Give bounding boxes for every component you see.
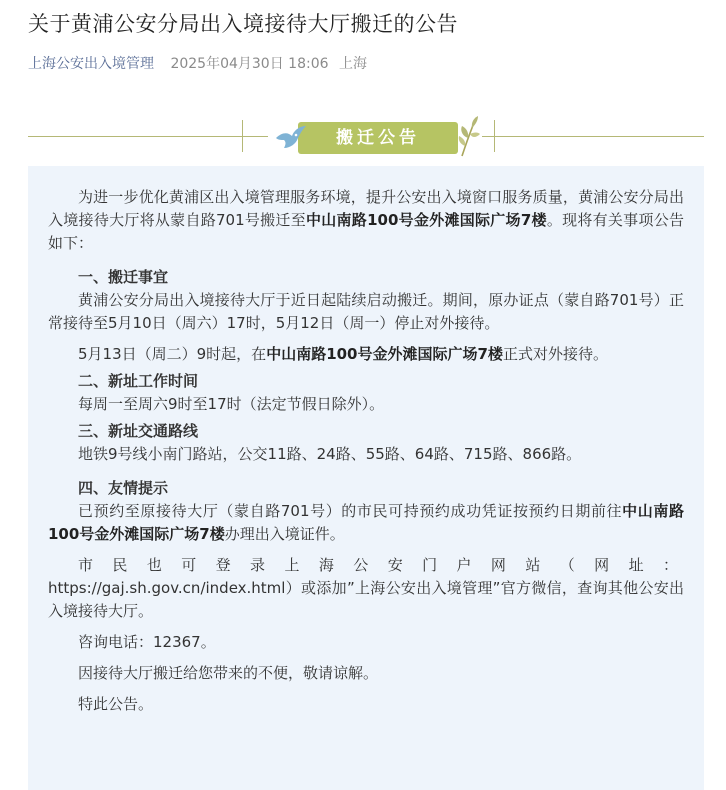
banner-tick-left <box>242 120 243 152</box>
section-heading-transport: 三、新址交通路线 <box>78 422 199 440</box>
banner-line-right <box>482 136 704 137</box>
banner-line-left <box>28 136 268 137</box>
account-name-link[interactable]: 上海公安出入境管理 <box>28 56 154 72</box>
banner-label: 搬迁公告 <box>298 122 458 154</box>
section-heading-relocation: 一、搬迁事宜 <box>78 268 169 286</box>
section-heading-tips: 四、友情提示 <box>78 479 169 497</box>
bird-icon <box>274 122 308 152</box>
tips-paragraph-2: 市民也可登录上海公安门户网站（网址：https://gaj.sh.gov.cn/index.html）或添加”上海公安出入境管理”官方微信，查询其他公安出入境接待大厅。 <box>48 556 684 620</box>
section-banner <box>28 112 704 162</box>
banner-tick-right <box>494 120 495 152</box>
consult-phone: 咨询电话：12367。 <box>78 633 216 651</box>
leaf-icon <box>454 114 480 158</box>
transport-paragraph: 地铁9号线小南门路站，公交11路、24路、55路、64路、715路、866路。 <box>78 445 582 463</box>
article-meta <box>28 53 367 73</box>
publish-date: 2025年04月30日 18:06 <box>170 56 329 72</box>
hours-paragraph: 每周一至周六9时至17时（法定节假日除外）。 <box>78 395 385 413</box>
publish-location: 上海 <box>338 56 367 72</box>
intro-paragraph: 为进一步优化黄浦区出入境管理服务环境，提升公安出入境窗口服务质量，黄浦公安分局出入境接待大厅将从蒙自路701号搬迁至中山南路100号金外滩国际广场7楼。现将有关事项公告如下： <box>48 188 684 252</box>
article-title: 关于黄浦公安分局出入境接待大厅搬迁的公告 <box>28 12 458 36</box>
relocation-paragraph-2: 5月13日（周二）9时起，在中山南路100号金外滩国际广场7楼正式对外接待。 <box>78 345 608 363</box>
closing-line: 特此公告。 <box>78 695 154 713</box>
announcement-body <box>28 166 704 790</box>
apology-line: 因接待大厅搬迁给您带来的不便，敬请谅解。 <box>78 664 379 682</box>
relocation-paragraph-1: 黄浦公安分局出入境接待大厅于近日起陆续启动搬迁。期间，原办证点（蒙自路701号）正常接待至5月10日（周六）17时，5月12日（周一）停止对外接待。 <box>48 291 684 332</box>
section-heading-hours: 二、新址工作时间 <box>78 372 199 390</box>
tips-paragraph-1: 已预约至原接待大厅（蒙自路701号）的市民可持预约成功凭证按预约日期前往中山南路100号金外滩国际广场7楼办理出入境证件。 <box>48 502 684 543</box>
